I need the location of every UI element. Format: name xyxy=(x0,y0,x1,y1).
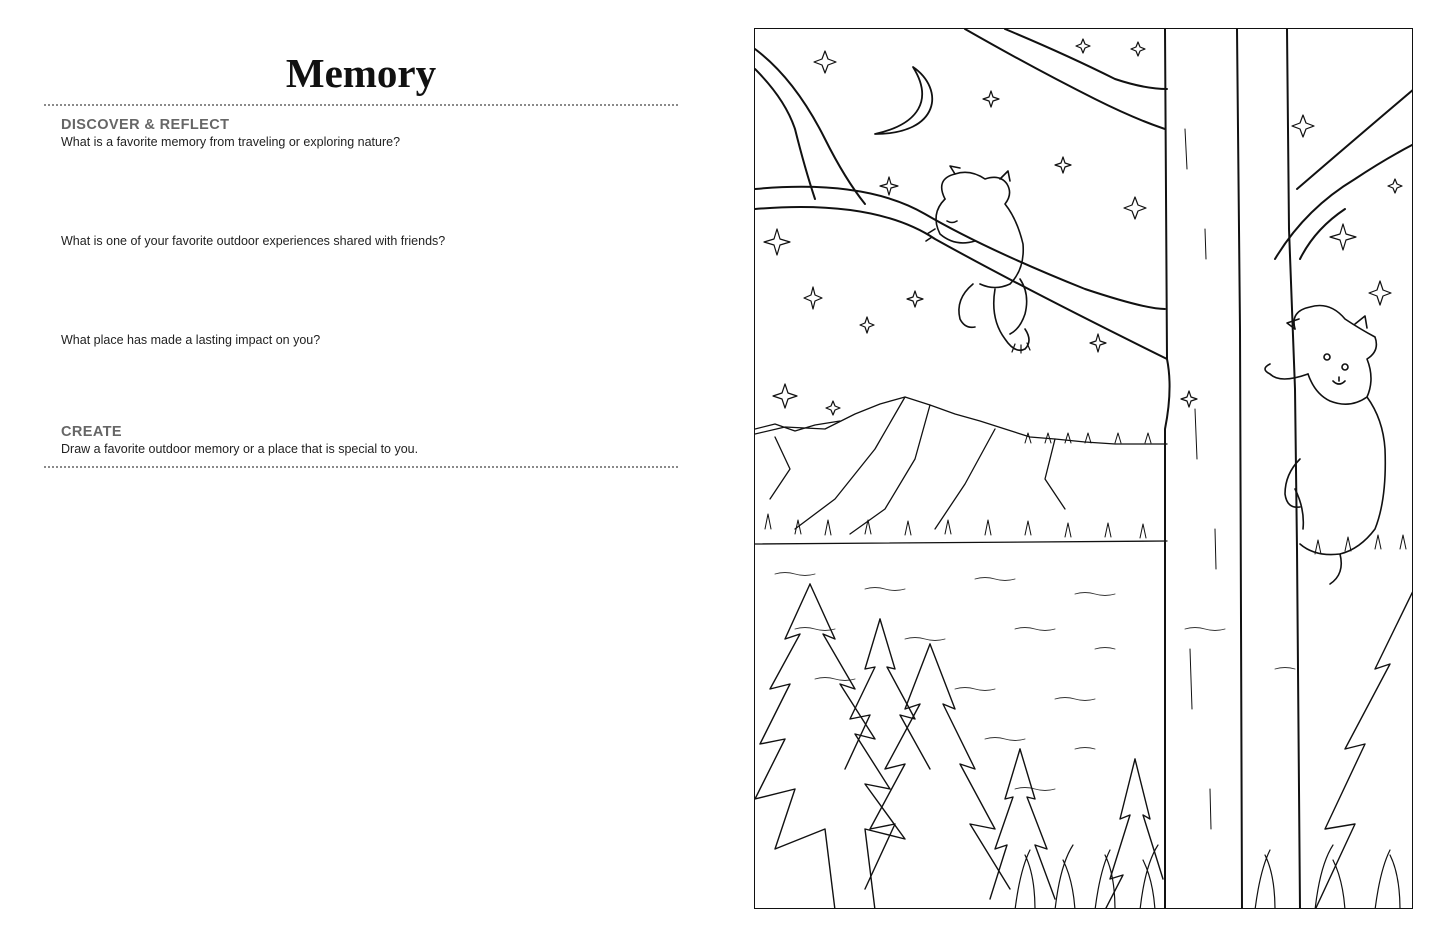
moon-icon xyxy=(875,67,932,134)
climbing-bear-cub xyxy=(1265,306,1385,585)
page-title: Memory xyxy=(285,50,437,96)
section-heading-discover: DISCOVER & REFLECT xyxy=(61,117,230,133)
lake-ripples xyxy=(775,573,1295,791)
reflect-question-3: What place has made a lasting impact on you? xyxy=(61,333,321,347)
section-heading-create: CREATE xyxy=(61,424,122,440)
reflect-question-2: What is one of your favorite outdoor experiences shared with friends? xyxy=(61,234,446,248)
create-prompt: Draw a favorite outdoor memory or a place that is special to you. xyxy=(61,442,419,456)
illustration-svg xyxy=(755,29,1413,909)
foreground-grass xyxy=(1015,845,1400,909)
pine-trees xyxy=(755,584,1413,909)
coloring-illustration xyxy=(754,28,1413,909)
reflect-question-1: What is a favorite memory from traveling or exploring nature? xyxy=(61,135,401,149)
title-divider xyxy=(44,104,678,106)
main-tree xyxy=(755,29,1413,909)
create-divider xyxy=(44,466,678,468)
star-icons xyxy=(764,39,1402,415)
mountain-range xyxy=(755,397,1167,544)
distant-treeline xyxy=(765,433,1406,554)
